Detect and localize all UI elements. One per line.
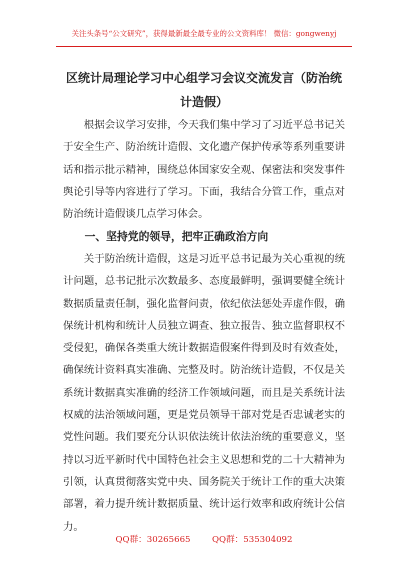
footer-contact — [0, 533, 408, 545]
footer-qq-group-1: QQ群：30265665 — [115, 535, 191, 545]
header-divider — [56, 46, 352, 47]
header-banner: 关注头条号“公文研究”，获得最新最全最专业的公文资料库！ 微信：gongwenyj — [71, 29, 337, 38]
document-title: 区统计局理论学习中心组学习会议交流发言（防治统计造假） — [65, 71, 342, 109]
section-paragraph: 关于防治统计造假，这是习近平总书记最为关心重视的统计问题，总书记批示次数最多、态度最鲜明，强调要健全统计数据质量责任制，强化监督问责，依纪依法惩处弄虚作假，确保统计机构和统计人员独立调查、独立报告、独立监督职权不受侵犯，确保各类重大统计数据造假案件得到及时有效查处，确保统计资料真实准确、完整及时。防治统计造假，不仅是关系统计数据真实准确的经济工作领域问题，而且是关系统计法权威的法治领域问题，更是党员领导干部对党是否忠诚老实的党性问题。我们要充分认识依法统计依法治统的重要意义，坚持以习近平新时代中国特色社会主义思想和党的二十大精神为引领，认真贯彻落实党中央、国务院关于统计工作的重大决策部署，着力提升统计数据质量、统计运行效率和政府统计公信力。 — [63, 253, 345, 533]
footer-qq-group-2: QQ群：535304092 — [212, 535, 293, 545]
section-heading: 一、坚持党的领导，把牢正确政治方向 — [84, 230, 269, 243]
intro-paragraph: 根据会议学习安排，今天我们集中学习了习近平总书记关于安全生产、防治统计造假、文化遗产保护传承等系列重要讲话和指示批示精神，围绕总体国家安全观、保密法和突发事件舆论引导等内容进行了学习。下面，我结合分管工作，重点对防治统计造假谈几点学习体会。 — [63, 119, 345, 221]
